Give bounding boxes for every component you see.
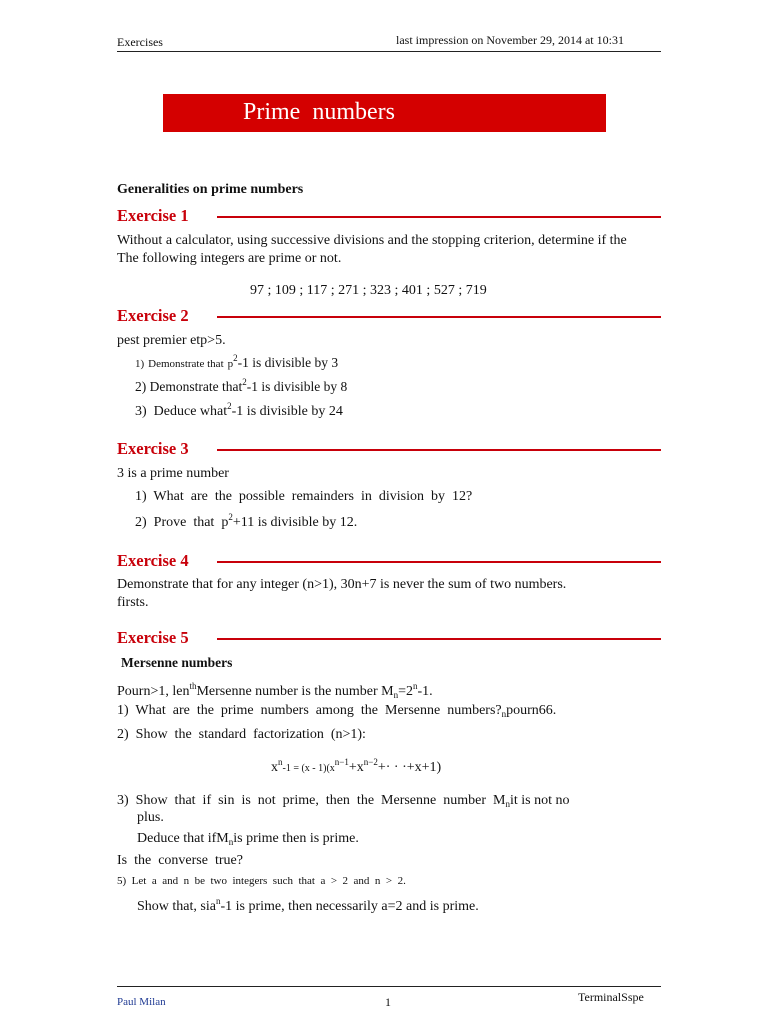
exercise-5-title: Exercise 5 [117, 628, 189, 647]
ex5-question-1 [117, 703, 556, 719]
ex2-item-1-a: Demonstrate that [148, 358, 224, 370]
ex2-intro: pest premier etp>5. [117, 333, 226, 348]
exercise-2-rule [217, 316, 661, 318]
header-right: last impression on November 29, 2014 at 10:31 [396, 33, 624, 47]
ex5-q1-sub: n [501, 709, 507, 719]
ex5-formula [271, 757, 441, 776]
exercise-3-title: Exercise 3 [117, 439, 189, 458]
ex5-question-5: 5) Let a and n be two integers such that a > 2 and n > 2. [117, 875, 406, 887]
ex2-item-3-num: 3) [135, 404, 147, 419]
exercise-1-rule [217, 216, 661, 218]
footer-author: Paul Milan [117, 996, 166, 1008]
exercise-4-rule [217, 561, 661, 563]
ex3-item-2-a: 2) Prove that p [135, 515, 229, 530]
header-divider [117, 51, 661, 52]
ex5-q3-line3 [137, 831, 359, 847]
exercise-1-title: Exercise 1 [117, 206, 189, 225]
ex5-q5-line2-sup: n [215, 896, 221, 906]
section-heading: Generalities on prime numbers [117, 182, 304, 197]
formula-sup-3: n−2 [363, 757, 378, 767]
ex2-item-1-num: 1) [135, 358, 145, 370]
ex4-line1: Demonstrate that for any integer (n>1), 30n+7 is never the sum of two numbers. [117, 577, 567, 592]
ex2-item-1-sup: 2 [233, 353, 238, 363]
ex5-def-sup2: n [413, 681, 418, 691]
ex3-item-1: 1) What are the possible remainders in division by 12? [135, 489, 473, 504]
title-banner [163, 94, 606, 132]
exercise-2-title: Exercise 2 [117, 306, 189, 325]
ex2-item-2-a: Demonstrate that [149, 379, 243, 394]
formula-end: +· · ·+x+1) [377, 760, 442, 775]
ex2-item-3-sup: 2 [227, 401, 232, 411]
formula-sup-2: n−1 [334, 757, 349, 767]
ex5-def-sub: n [393, 690, 399, 700]
formula-sup-1: n [278, 757, 283, 767]
exercise-1-heading [117, 206, 661, 228]
ex1-line1: Without a calculator, using successive divisions and the stopping criterion, determine if the [117, 233, 627, 248]
ex2-item-2-sup: 2 [242, 377, 247, 387]
formula-small: -1 = (x - 1)(x [282, 763, 335, 774]
ex5-definition [117, 681, 433, 700]
ex5-q3-a: 3) Show that if sin is not prime, then the Mersenne number M [117, 793, 506, 808]
formula-x: x [271, 760, 278, 775]
exercise-4-title: Exercise 4 [117, 551, 189, 570]
ex5-q3-sub: n [505, 799, 510, 809]
ex2-item-3-a: Deduce what [153, 404, 228, 419]
ex3-item-2-b: +11 is divisible by 12. [232, 515, 358, 530]
ex5-q3-line3-a: Deduce that ifM [137, 831, 229, 846]
ex5-q5-line2-a: Show that, sia [137, 899, 216, 914]
ex5-def-c: =2 [398, 684, 413, 699]
ex2-item-1-b: p [227, 358, 234, 370]
header-left: Exercises [117, 35, 163, 49]
ex3-item-2 [135, 512, 357, 531]
ex1-numbers: 97 ; 109 ; 117 ; 271 ; 323 ; 401 ; 527 ; 719 [250, 283, 487, 298]
footer-page-number: 1 [385, 995, 391, 1009]
ex5-q3-b: it is not no [509, 793, 570, 808]
exercise-3-heading [117, 439, 661, 461]
exercise-3-rule [217, 449, 661, 451]
ex2-item-2-num: 2) [135, 379, 147, 394]
ex2-item-1 [135, 353, 338, 372]
ex5-q3-line3-sub: n [228, 837, 234, 847]
ex5-q5-line2 [137, 896, 479, 915]
formula-mid: +x [348, 760, 364, 775]
ex5-converse: Is the converse true? [117, 853, 243, 868]
ex5-def-d: -1. [417, 684, 433, 699]
ex5-subheading: Mersenne numbers [121, 655, 233, 670]
ex5-q1-b: pourn66. [506, 703, 557, 718]
ex2-item-2-c: -1 is divisible by 8 [246, 379, 348, 394]
ex5-q5-line2-b: -1 is prime, then necessarily a=2 and is prime. [220, 899, 479, 914]
ex5-def-a: Pourn>1, len [117, 684, 190, 699]
ex1-line2: The following integers are prime or not. [117, 251, 342, 266]
ex5-question-2: 2) Show the standard factorization (n>1): [117, 727, 366, 742]
footer-right: TerminalSspe [578, 990, 644, 1004]
ex5-question-3 [117, 793, 569, 809]
ex5-def-sup: th [189, 681, 197, 691]
ex5-q3-line3-b: is prime then is prime. [233, 831, 359, 846]
ex2-item-1-c: -1 is divisible by 3 [237, 355, 339, 370]
ex3-item-2-sup: 2 [228, 512, 233, 522]
ex5-def-b: Mersenne number is the number M [196, 684, 394, 699]
exercise-5-heading [117, 628, 661, 650]
exercise-2-heading [117, 306, 661, 328]
ex2-item-3-c: -1 is divisible by 24 [231, 404, 343, 419]
ex5-q3-line2: plus. [137, 810, 164, 825]
footer-divider [117, 986, 661, 987]
ex4-line2: firsts. [117, 595, 149, 610]
exercise-5-rule [217, 638, 661, 640]
exercise-4-heading [117, 551, 661, 573]
ex5-q1-a: 1) What are the prime numbers among the Mersenne numbers? [117, 703, 502, 718]
ex2-item-3 [135, 401, 343, 420]
page-title: Prime numbers [243, 99, 395, 125]
ex3-intro: 3 is a prime number [117, 466, 229, 481]
ex2-item-2 [135, 377, 347, 395]
